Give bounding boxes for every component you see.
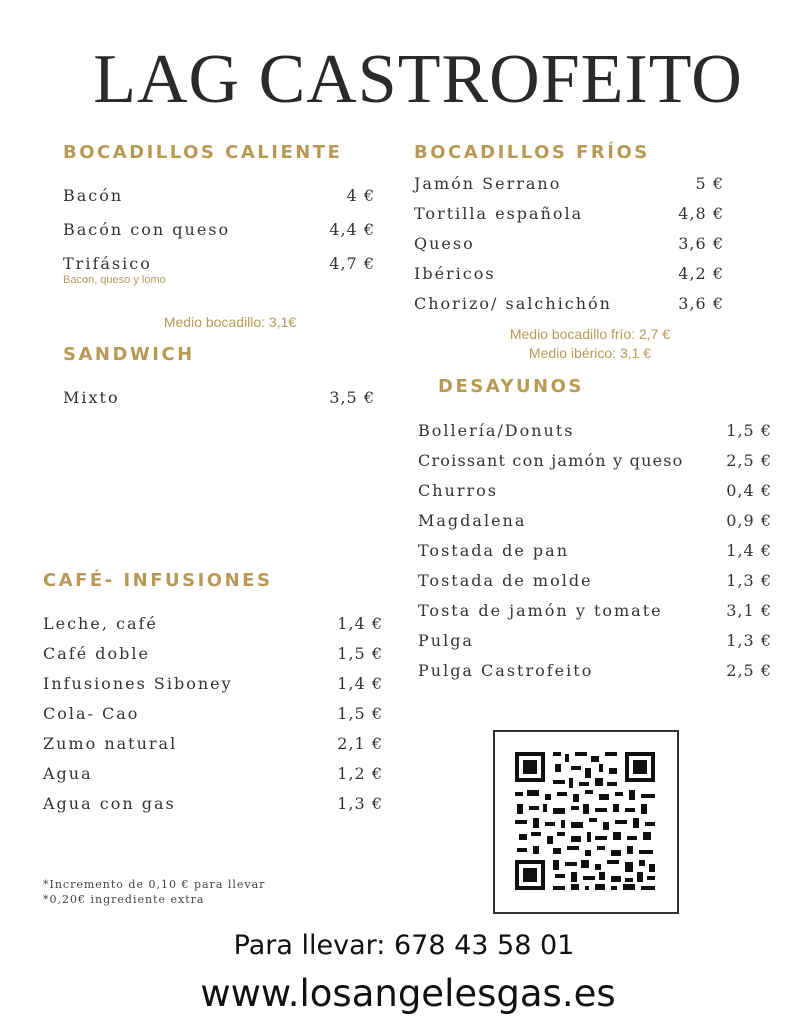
menu-item xyxy=(63,186,375,220)
item-name: Bollería/Donuts xyxy=(418,421,575,440)
item-price: 0,9 € xyxy=(726,511,772,530)
menu-item xyxy=(63,220,375,254)
heading-sandwich: SANDWICH xyxy=(63,344,195,365)
menu-item xyxy=(43,644,383,674)
item-name: Jamón Serrano xyxy=(414,174,562,193)
item-description: Bacon, queso y lomo xyxy=(63,274,166,286)
item-price: 4,4 € xyxy=(329,220,375,239)
section-cafe-infusiones xyxy=(43,614,383,824)
footnote-ingrediente-extra: *0,20€ ingrediente extra xyxy=(43,893,205,906)
menu-item xyxy=(63,254,375,274)
item-price: 3,6 € xyxy=(678,234,724,253)
item-name: Queso xyxy=(414,234,475,253)
item-price: 2,1 € xyxy=(337,734,383,753)
item-price: 3,1 € xyxy=(726,601,772,620)
item-price: 1,5 € xyxy=(337,644,383,663)
item-price: 4,8 € xyxy=(678,204,724,223)
heading-bocadillos-caliente: BOCADILLOS CALIENTE xyxy=(63,142,343,163)
heading-bocadillos-frios: BOCADILLOS FRÍOS xyxy=(414,142,650,163)
item-name: Tortilla española xyxy=(414,204,584,223)
note-medio-bocadillo-frio: Medio bocadillo frío: 2,7 € xyxy=(509,326,671,342)
item-name: Tostada de pan xyxy=(418,541,569,560)
note-medio-iberico: Medio ibérico: 3,1 € xyxy=(528,345,652,361)
item-name: Tostada de molde xyxy=(418,571,593,590)
website-link[interactable]: www.losangelesgas.es xyxy=(200,972,616,1015)
item-name: Agua con gas xyxy=(43,794,176,813)
item-price: 1,3 € xyxy=(726,571,772,590)
menu-item xyxy=(63,388,375,418)
item-price: 0,4 € xyxy=(726,481,772,500)
heading-cafe-infusiones: CAFÉ- INFUSIONES xyxy=(43,570,273,591)
menu-item xyxy=(43,734,383,764)
menu-item xyxy=(43,674,383,704)
item-name: Magdalena xyxy=(418,511,527,530)
menu-item xyxy=(414,234,724,264)
section-bocadillos-caliente xyxy=(63,186,375,286)
item-price: 1,3 € xyxy=(337,794,383,813)
item-name: Agua xyxy=(43,764,93,783)
item-name: Infusiones Siboney xyxy=(43,674,233,693)
menu-item xyxy=(418,661,772,691)
item-price: 1,3 € xyxy=(726,631,772,650)
menu-item xyxy=(418,571,772,601)
menu-item xyxy=(414,174,724,204)
footnote-para-llevar: *Incremento de 0,10 € para llevar xyxy=(43,878,266,891)
menu-item xyxy=(418,601,772,631)
qr-code-icon xyxy=(495,732,677,912)
item-price: 5 € xyxy=(695,174,724,193)
item-name: Pulga xyxy=(418,631,474,650)
item-price: 4,7 € xyxy=(329,254,375,273)
menu-item xyxy=(418,631,772,661)
item-price: 2,5 € xyxy=(726,661,772,680)
item-name: Pulga Castrofeito xyxy=(418,661,594,680)
item-price: 1,5 € xyxy=(726,421,772,440)
item-price: 1,4 € xyxy=(726,541,772,560)
item-name: Cola- Cao xyxy=(43,704,140,723)
heading-desayunos: DESAYUNOS xyxy=(438,376,584,397)
note-medio-bocadillo: Medio bocadillo: 3,1€ xyxy=(163,314,297,330)
menu-item xyxy=(43,614,383,644)
menu-item xyxy=(43,704,383,734)
item-name: Croissant con jamón y queso xyxy=(418,451,684,470)
menu-item xyxy=(418,451,772,481)
item-name: Bacón xyxy=(63,186,124,205)
item-name: Tosta de jamón y tomate xyxy=(418,601,663,620)
item-name: Chorizo/ salchichón xyxy=(414,294,612,313)
menu-item xyxy=(43,794,383,824)
item-name: Leche, café xyxy=(43,614,158,633)
item-name: Ibéricos xyxy=(414,264,496,283)
page-title: LAG CASTROFEITO xyxy=(93,41,743,118)
section-desayunos xyxy=(418,421,772,691)
item-name: Trifásico xyxy=(63,254,152,273)
menu-item xyxy=(418,421,772,451)
item-price: 1,2 € xyxy=(337,764,383,783)
item-name: Zumo natural xyxy=(43,734,178,753)
phone-number: Para llevar: 678 43 58 01 xyxy=(233,930,575,961)
item-price: 2,5 € xyxy=(726,451,772,470)
item-name: Mixto xyxy=(63,388,120,407)
item-price: 1,5 € xyxy=(337,704,383,723)
section-bocadillos-frios xyxy=(414,174,724,324)
menu-item xyxy=(414,294,724,324)
qr-code[interactable] xyxy=(493,730,679,914)
item-name: Café doble xyxy=(43,644,150,663)
item-price: 4 € xyxy=(346,186,375,205)
menu-item xyxy=(414,264,724,294)
menu-item xyxy=(418,541,772,571)
item-price: 3,5 € xyxy=(329,388,375,407)
menu-item xyxy=(414,204,724,234)
menu-item xyxy=(418,511,772,541)
item-price: 3,6 € xyxy=(678,294,724,313)
item-price: 4,2 € xyxy=(678,264,724,283)
item-name: Churros xyxy=(418,481,498,500)
item-price: 1,4 € xyxy=(337,614,383,633)
menu-item xyxy=(43,764,383,794)
section-sandwich xyxy=(63,388,375,418)
item-price: 1,4 € xyxy=(337,674,383,693)
item-name: Bacón con queso xyxy=(63,220,231,239)
menu-item xyxy=(418,481,772,511)
